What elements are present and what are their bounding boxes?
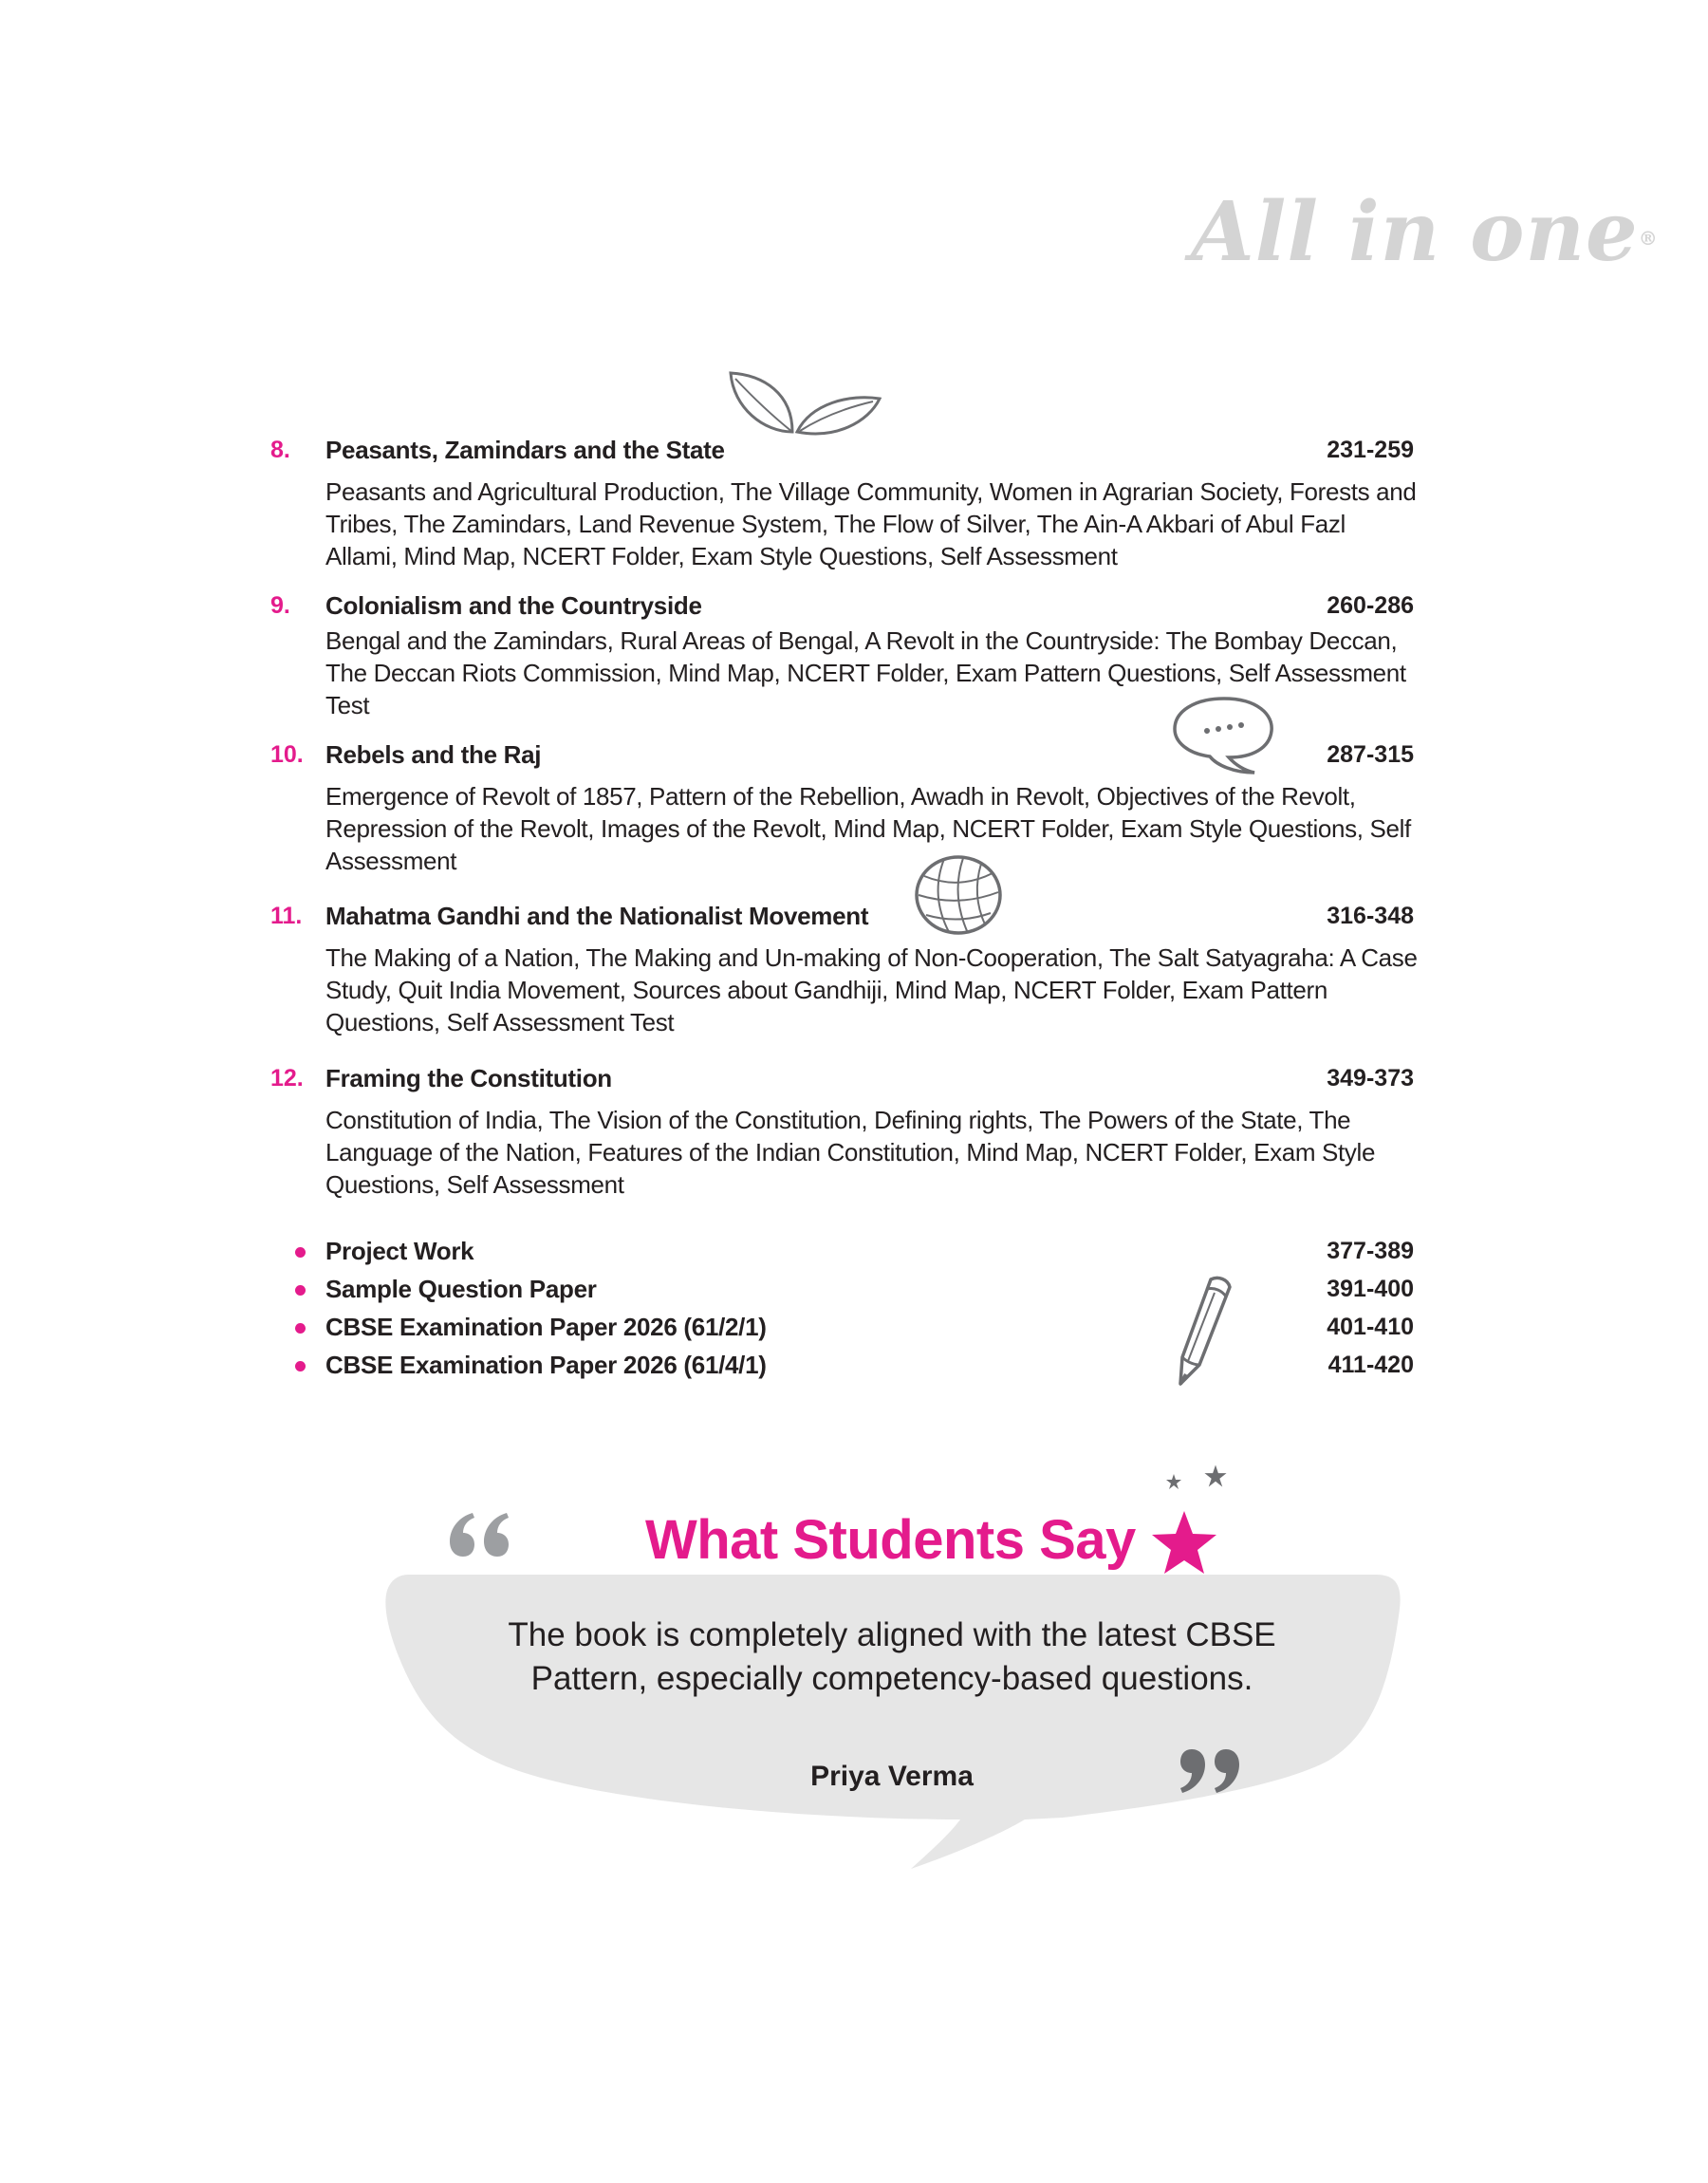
extra-label: Sample Question Paper [325,1275,597,1303]
extra-label: CBSE Examination Paper 2026 (61/2/1) [325,1313,767,1341]
chapter-pages: 316-348 [1327,903,1414,929]
extra-label: Project Work [325,1237,474,1265]
chapter-title: Rebels and the Raj [325,740,542,769]
chapter-pages: 260-286 [1327,592,1414,619]
extra-pages: 391-400 [1327,1276,1414,1302]
chapter-10 [0,737,1708,875]
chapter-pages: 287-315 [1327,741,1414,768]
chapter-number: 12. [270,1065,304,1092]
small-star-icon [1203,1464,1228,1488]
chapter-number: 8. [270,437,290,463]
bullet-icon [295,1323,306,1334]
chapter-8 [0,432,1708,570]
chapter-number: 11. [270,903,303,929]
pencil-icon [1165,1272,1241,1390]
chapter-number: 10. [270,741,304,768]
bullet-icon [295,1285,306,1296]
list-item [0,1346,1708,1384]
bullet-icon [295,1361,306,1371]
list-item [0,1232,1708,1270]
extra-pages: 411-420 [1327,1352,1414,1378]
brand-logo-text: All in one [1191,184,1639,280]
testimonial-heading: What Students Say [645,1509,1136,1571]
chapter-pages: 349-373 [1327,1065,1414,1092]
close-quote-icon [1177,1745,1243,1797]
chapter-title: Peasants, Zamindars and the State [325,436,725,464]
chapter-title: Mahatma Gandhi and the Nationalist Movement [325,902,869,930]
testimonial-author: Priya Verma [810,1761,974,1792]
extras-list [0,1232,1708,1384]
chapter-9 [0,588,1708,719]
star-icon [1150,1509,1218,1576]
list-item [0,1308,1708,1346]
bullet-icon [295,1247,306,1258]
list-item [0,1270,1708,1308]
chapter-description: Bengal and the Zamindars, Rural Areas of Bengal, A Revolt in the Countryside: The Bombay Deccan, The Deccan Riots Commission, Mind Map, NCERT Folder, Exam Pattern Questions, Self Assessment Test [325,626,1406,719]
chapter-title: Framing the Constitution [325,1064,612,1092]
registered-mark: ® [1638,227,1659,250]
chapter-pages: 231-259 [1327,437,1414,463]
open-quote-icon [446,1509,512,1561]
chapter-number: 9. [270,592,290,619]
chapter-description: Emergence of Revolt of 1857, Pattern of the Rebellion, Awadh in Revolt, Objectives of the Revolt, Repression of the Revolt, Images of the Revolt, Mind Map, NCERT Folder, Exam Style Questions, Self Assessment [325,782,1411,875]
extra-pages: 401-410 [1327,1314,1414,1340]
extra-pages: 377-389 [1327,1238,1414,1264]
chapter-description: Peasants and Agricultural Production, The Village Community, Women in Agrarian Society, Forests and Tribes, The Zamindars, Land Revenue System, The Flow of Silver, The Ain-A Akbari of Abul Fazl Allami, Mind Map, NCERT Folder, Exam Style Questions, Self Assessment [325,477,1417,570]
leaf-icon [726,365,887,441]
chapter-11 [0,898,1708,1036]
chapter-description: The Making of a Nation, The Making and Un-making of Non-Cooperation, The Salt Satyagraha: A Case Study, Quit India Movement, Sources about Gandhiji, Mind Map, NCERT Folder, Exam Pattern Questions, Self Assessment Test [325,943,1418,1036]
chapter-12 [0,1060,1708,1199]
small-star-icon [1165,1473,1182,1490]
extra-label: CBSE Examination Paper 2026 (61/4/1) [325,1351,767,1379]
brand-logo [1191,184,1659,280]
chapter-description: Constitution of India, The Vision of the Constitution, Defining rights, The Powers of the State, The Language of the Nation, Features of the Indian Constitution, Mind Map, NCERT Folder, Exam Style Questions, Self Assessment [325,1106,1376,1199]
chapter-title: Colonialism and the Countryside [325,591,702,620]
testimonial-quote: The book is completely aligned with the latest CBSE Pattern, especially competency-based questions. [508,1616,1276,1697]
